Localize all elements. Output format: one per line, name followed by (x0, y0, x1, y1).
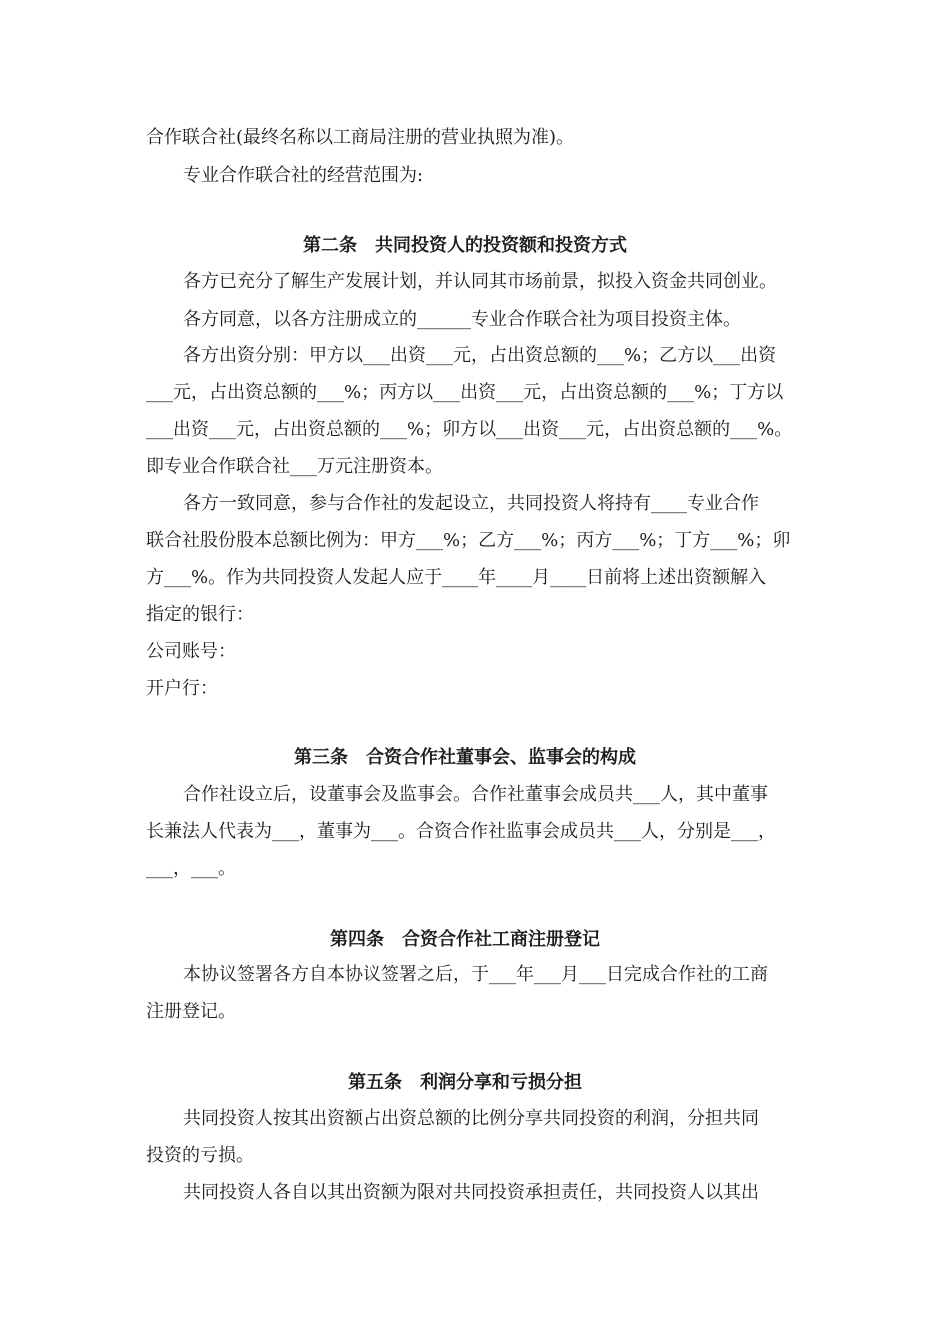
paragraph-line: 合作社设立后，设董事会及监事会。合作社董事会成员共___人，其中董事 (183, 784, 768, 805)
paragraph-line: 注册登记。 (146, 1001, 236, 1022)
bank-label: 开户行： (146, 678, 218, 699)
paragraph-line: 方___%。作为共同投资人发起人应于____年____月____日前将上述出资额解入 (146, 567, 767, 588)
paragraph-line: 共同投资人各自以其出资额为限对共同投资承担责任，共同投资人以其出 (183, 1182, 759, 1203)
paragraph-line: 专业合作联合社的经营范围为: (183, 165, 424, 186)
paragraph-line: ___出资___元，占出资总额的___%；卯方以___出资___元，占出资总额的___%。 (146, 419, 793, 440)
article-5-heading: 第五条 利润分享和亏损分担 (348, 1072, 582, 1093)
paragraph-line: ___，___。 (146, 858, 236, 879)
paragraph-line: ___元，占出资总额的___%；丙方以___出资___元，占出资总额的___%；丁方以 (146, 382, 784, 403)
paragraph-line: 本协议签署各方自本协议签署之后，于___年___月___日完成合作社的工商 (183, 964, 768, 985)
paragraph-line: 即专业合作联合社___万元注册资本。 (146, 456, 443, 477)
paragraph-line: 投资的亏损。 (146, 1145, 254, 1166)
account-number-label: 公司账号： (146, 641, 236, 662)
paragraph-line: 各方同意，以各方注册成立的______专业合作联合社为项目投资主体。 (183, 309, 741, 330)
paragraph-line: 合作联合社(最终名称以工商局注册的营业执照为准)。 (146, 127, 575, 148)
paragraph-line: 指定的银行： (146, 604, 254, 625)
paragraph-line: 长兼法人代表为___，董事为___。合资合作社监事会成员共___人，分别是___， (146, 821, 776, 842)
paragraph-line: 各方出资分别：甲方以___出资___元，占出资总额的___%；乙方以___出资 (183, 345, 777, 366)
paragraph-line: 联合社股份股本总额比例为：甲方___%；乙方___%；丙方___%；丁方___%；卯 (146, 530, 791, 551)
article-3-heading: 第三条 合资合作社董事会、监事会的构成 (294, 747, 636, 768)
paragraph-line: 共同投资人按其出资额占出资总额的比例分享共同投资的利润，分担共同 (183, 1108, 759, 1129)
paragraph-line: 各方已充分了解生产发展计划，并认同其市场前景，拟投入资金共同创业。 (183, 271, 777, 292)
paragraph-line: 各方一致同意，参与合作社的发起设立，共同投资人将持有____专业合作 (183, 493, 759, 514)
article-2-heading: 第二条 共同投资人的投资额和投资方式 (303, 235, 627, 256)
article-4-heading: 第四条 合资合作社工商注册登记 (330, 929, 600, 950)
